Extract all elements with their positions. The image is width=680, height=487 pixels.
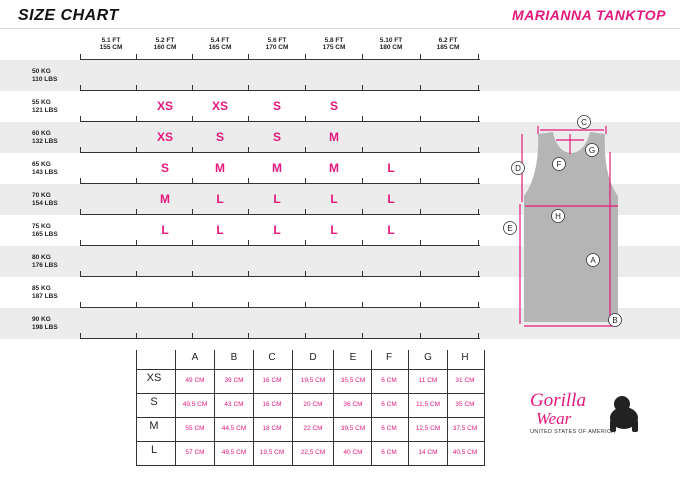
height-cm: 160 CM <box>153 44 177 51</box>
size-cell: S <box>160 161 169 175</box>
grid-tick <box>420 116 421 122</box>
grid-tick <box>305 54 306 60</box>
measure-header: G <box>424 352 432 363</box>
height-cm: 155 CM <box>99 44 123 51</box>
weight-kg: 65 KG <box>32 161 51 168</box>
grid-tick <box>136 240 137 246</box>
logo-line2: Wear <box>536 409 572 428</box>
measure-line <box>136 393 484 394</box>
measure-divider <box>136 350 137 466</box>
grid-tick <box>478 302 479 308</box>
measure-value: 49,5 CM <box>221 449 247 456</box>
grid-tick <box>305 116 306 122</box>
grid-tick <box>248 333 249 339</box>
grid-tick <box>478 333 479 339</box>
size-cell: L <box>216 192 224 206</box>
measure-line <box>136 417 484 418</box>
weight-lbs: 165 LBS <box>32 230 58 238</box>
grid-tick <box>420 302 421 308</box>
weight-kg: 55 KG <box>32 99 51 106</box>
size-cell: XS <box>211 99 228 113</box>
measure-value: 6 CM <box>381 401 397 408</box>
grid-tick <box>136 116 137 122</box>
label-a: A <box>590 256 596 265</box>
size-cell: S <box>215 130 224 144</box>
label-b: B <box>612 316 618 325</box>
grid-tick <box>420 240 421 246</box>
grid-tick <box>248 271 249 277</box>
label-f: F <box>556 160 562 169</box>
weight-label <box>32 223 82 238</box>
grid-tick <box>305 333 306 339</box>
tanktop-diagram <box>498 112 648 337</box>
measure-value: 35 CM <box>455 401 475 408</box>
grid-tick <box>192 302 193 308</box>
height-ft: 5.10 FT <box>379 37 403 44</box>
weight-lbs: 143 LBS <box>32 168 58 176</box>
grid-tick <box>192 271 193 277</box>
height-cm: 185 CM <box>436 44 460 51</box>
weight-lbs: 132 LBS <box>32 137 58 145</box>
grid-tick <box>362 240 363 246</box>
grid-tick <box>248 178 249 184</box>
grid-tick <box>362 85 363 91</box>
grid-tick <box>80 302 81 308</box>
label-e: E <box>507 224 513 233</box>
grid-tick <box>136 178 137 184</box>
grid-tick <box>478 54 479 60</box>
measure-divider <box>214 350 215 466</box>
measure-line <box>136 369 484 370</box>
grid-tick <box>136 85 137 91</box>
grid-tick <box>305 209 306 215</box>
measure-size-label: XS <box>146 372 162 384</box>
size-cell: S <box>272 130 281 144</box>
weight-kg: 85 KG <box>32 285 51 292</box>
measure-header: C <box>268 352 276 363</box>
grid-tick <box>420 178 421 184</box>
measure-header: D <box>309 352 317 363</box>
size-cell: L <box>330 223 338 237</box>
weight-lbs: 154 LBS <box>32 199 58 207</box>
measure-size-label: L <box>150 444 158 456</box>
weight-lbs: 176 LBS <box>32 261 58 269</box>
height-ft: 5.4 FT <box>210 37 230 44</box>
size-cell: M <box>215 161 225 175</box>
grid-tick <box>192 147 193 153</box>
measure-value: 49,5 CM <box>182 401 208 408</box>
measure-line <box>136 465 484 466</box>
label-g: G <box>588 146 596 155</box>
grid-tick <box>478 271 479 277</box>
grid-tick <box>305 147 306 153</box>
grid-tick <box>420 54 421 60</box>
measure-value: 40 CM <box>343 449 363 456</box>
measure-value: 6 CM <box>381 377 397 384</box>
size-cell: L <box>216 223 224 237</box>
measure-value: 49 CM <box>185 377 205 384</box>
grid-tick <box>80 116 81 122</box>
grid-tick <box>80 178 81 184</box>
size-cell: XS <box>156 130 173 144</box>
grid-tick <box>420 209 421 215</box>
weight-kg: 90 KG <box>32 316 51 323</box>
measure-value: 16 CM <box>262 401 282 408</box>
height-header <box>247 37 307 51</box>
grid-tick <box>305 240 306 246</box>
height-header <box>190 37 250 51</box>
measure-value: 22 CM <box>303 425 323 432</box>
logo-tagline: UNITED STATES OF AMERICA <box>530 429 616 435</box>
size-cell: M <box>160 192 170 206</box>
gorilla-icon <box>610 396 638 432</box>
grid-tick <box>478 209 479 215</box>
grid-tick <box>192 54 193 60</box>
measure-header: H <box>461 352 469 363</box>
measure-divider <box>333 350 334 466</box>
weight-lbs: 110 LBS <box>32 75 58 83</box>
row-band <box>0 60 680 91</box>
measure-header: E <box>349 352 357 363</box>
grid-tick <box>80 54 81 60</box>
grid-tick <box>192 85 193 91</box>
grid-tick <box>420 85 421 91</box>
grid-tick <box>192 333 193 339</box>
grid-tick <box>478 240 479 246</box>
size-cell: L <box>387 192 395 206</box>
grid-tick <box>248 240 249 246</box>
weight-lbs: 121 LBS <box>32 106 58 114</box>
grid-tick <box>80 333 81 339</box>
grid-tick <box>136 54 137 60</box>
header-divider <box>0 28 680 29</box>
grid-tick <box>478 178 479 184</box>
weight-lbs: 198 LBS <box>32 323 58 331</box>
weight-label <box>32 99 82 114</box>
grid-tick <box>248 85 249 91</box>
measure-value: 31 CM <box>455 377 475 384</box>
measure-value: 43 CM <box>224 401 244 408</box>
measure-line <box>136 441 484 442</box>
grid-tick <box>305 85 306 91</box>
measure-value: 39,5 CM <box>340 425 366 432</box>
measure-value: 11 CM <box>418 377 438 384</box>
grid-tick <box>248 209 249 215</box>
label-d: D <box>515 164 521 173</box>
label-c: C <box>581 118 587 127</box>
size-cell: L <box>387 223 395 237</box>
size-cell: M <box>272 161 282 175</box>
grid-tick <box>305 178 306 184</box>
grid-tick <box>362 147 363 153</box>
grid-tick <box>80 209 81 215</box>
measure-value: 57 CM <box>185 449 205 456</box>
measure-value: 16 CM <box>262 377 282 384</box>
grid-tick <box>420 147 421 153</box>
grid-tick <box>305 302 306 308</box>
height-header <box>361 37 421 51</box>
measure-header: A <box>191 352 199 363</box>
grid-tick <box>248 54 249 60</box>
height-ft: 6.2 FT <box>438 37 458 44</box>
measure-value: 18 CM <box>262 425 282 432</box>
measure-value: 19,5 CM <box>259 449 285 456</box>
grid-tick <box>192 209 193 215</box>
grid-tick <box>136 147 137 153</box>
grid-tick <box>248 147 249 153</box>
size-cell: L <box>330 192 338 206</box>
measure-value: 20 CM <box>303 401 323 408</box>
measure-divider <box>292 350 293 466</box>
measure-divider <box>253 350 254 466</box>
height-cm: 170 CM <box>265 44 289 51</box>
measure-value: 6 CM <box>381 449 397 456</box>
height-header <box>81 37 141 51</box>
grid-tick <box>362 302 363 308</box>
height-ft: 5.2 FT <box>155 37 175 44</box>
size-chart-title: SIZE CHART <box>18 7 119 24</box>
weight-kg: 50 KG <box>32 68 51 75</box>
tanktop-shape <box>524 132 618 322</box>
height-ft: 5.8 FT <box>324 37 344 44</box>
grid-tick <box>305 271 306 277</box>
grid-tick <box>478 116 479 122</box>
grid-tick <box>192 178 193 184</box>
measure-value: 36 CM <box>343 401 363 408</box>
measure-divider <box>408 350 409 466</box>
measure-value: 14 CM <box>418 449 438 456</box>
grid-tick <box>192 240 193 246</box>
size-cell: L <box>387 161 395 175</box>
grid-tick <box>80 85 81 91</box>
measure-value: 19,5 CM <box>300 377 326 384</box>
measure-value: 12,5 CM <box>415 425 441 432</box>
weight-label <box>32 68 82 83</box>
size-cell: XS <box>156 99 173 113</box>
measure-value: 44,5 CM <box>221 425 247 432</box>
size-cell: S <box>329 99 338 113</box>
gorilla-wear-logo <box>528 386 653 446</box>
height-header <box>304 37 364 51</box>
weight-kg: 60 KG <box>32 130 51 137</box>
grid-tick <box>136 209 137 215</box>
measure-header: F <box>385 352 393 363</box>
height-cm: 165 CM <box>208 44 232 51</box>
measure-value: 35,5 CM <box>340 377 366 384</box>
measure-divider <box>175 350 176 466</box>
grid-tick <box>362 333 363 339</box>
grid-tick <box>248 116 249 122</box>
measure-divider <box>371 350 372 466</box>
measure-value: 55 CM <box>185 425 205 432</box>
grid-tick <box>362 116 363 122</box>
measure-value: 11,5 CM <box>415 401 441 408</box>
height-header <box>418 37 478 51</box>
height-ft: 5.6 FT <box>267 37 287 44</box>
measure-divider <box>447 350 448 466</box>
measure-value: 22,5 CM <box>300 449 326 456</box>
weight-label <box>32 285 82 300</box>
logo-line1: Gorilla <box>530 390 586 411</box>
height-cm: 175 CM <box>322 44 346 51</box>
grid-tick <box>80 271 81 277</box>
grid-tick <box>80 240 81 246</box>
size-cell: L <box>273 223 281 237</box>
grid-tick <box>136 333 137 339</box>
size-cell: L <box>273 192 281 206</box>
weight-label <box>32 316 82 331</box>
size-cell: S <box>272 99 281 113</box>
weight-kg: 70 KG <box>32 192 51 199</box>
height-cm: 180 CM <box>379 44 403 51</box>
height-ft: 5.1 FT <box>101 37 121 44</box>
measure-value: 6 CM <box>381 425 397 432</box>
grid-tick <box>248 302 249 308</box>
grid-tick <box>136 271 137 277</box>
grid-tick <box>420 271 421 277</box>
grid-tick <box>192 116 193 122</box>
measure-divider <box>484 350 485 466</box>
weight-label <box>32 192 82 207</box>
grid-tick <box>362 209 363 215</box>
weight-kg: 75 KG <box>32 223 51 230</box>
grid-tick <box>80 147 81 153</box>
weight-label <box>32 254 82 269</box>
grid-tick <box>136 302 137 308</box>
measure-size-label: M <box>149 420 159 432</box>
weight-lbs: 187 LBS <box>32 292 58 300</box>
weight-kg: 80 KG <box>32 254 51 261</box>
weight-label <box>32 161 82 176</box>
measure-value: 37,5 CM <box>452 425 478 432</box>
measure-size-label: S <box>150 396 158 408</box>
grid-tick <box>362 178 363 184</box>
size-cell: M <box>329 130 339 144</box>
grid-tick <box>478 85 479 91</box>
measure-header: B <box>230 352 238 363</box>
measure-value: 40,5 CM <box>452 449 478 456</box>
weight-label <box>32 130 82 145</box>
grid-tick <box>362 271 363 277</box>
grid-tick <box>478 147 479 153</box>
size-cell: M <box>329 161 339 175</box>
grid-tick <box>362 54 363 60</box>
height-header <box>135 37 195 51</box>
size-cell: L <box>161 223 169 237</box>
measure-value: 39 CM <box>224 377 244 384</box>
label-h: H <box>555 212 561 221</box>
product-name: MARIANNA TANKTOP <box>512 7 666 23</box>
grid-tick <box>420 333 421 339</box>
